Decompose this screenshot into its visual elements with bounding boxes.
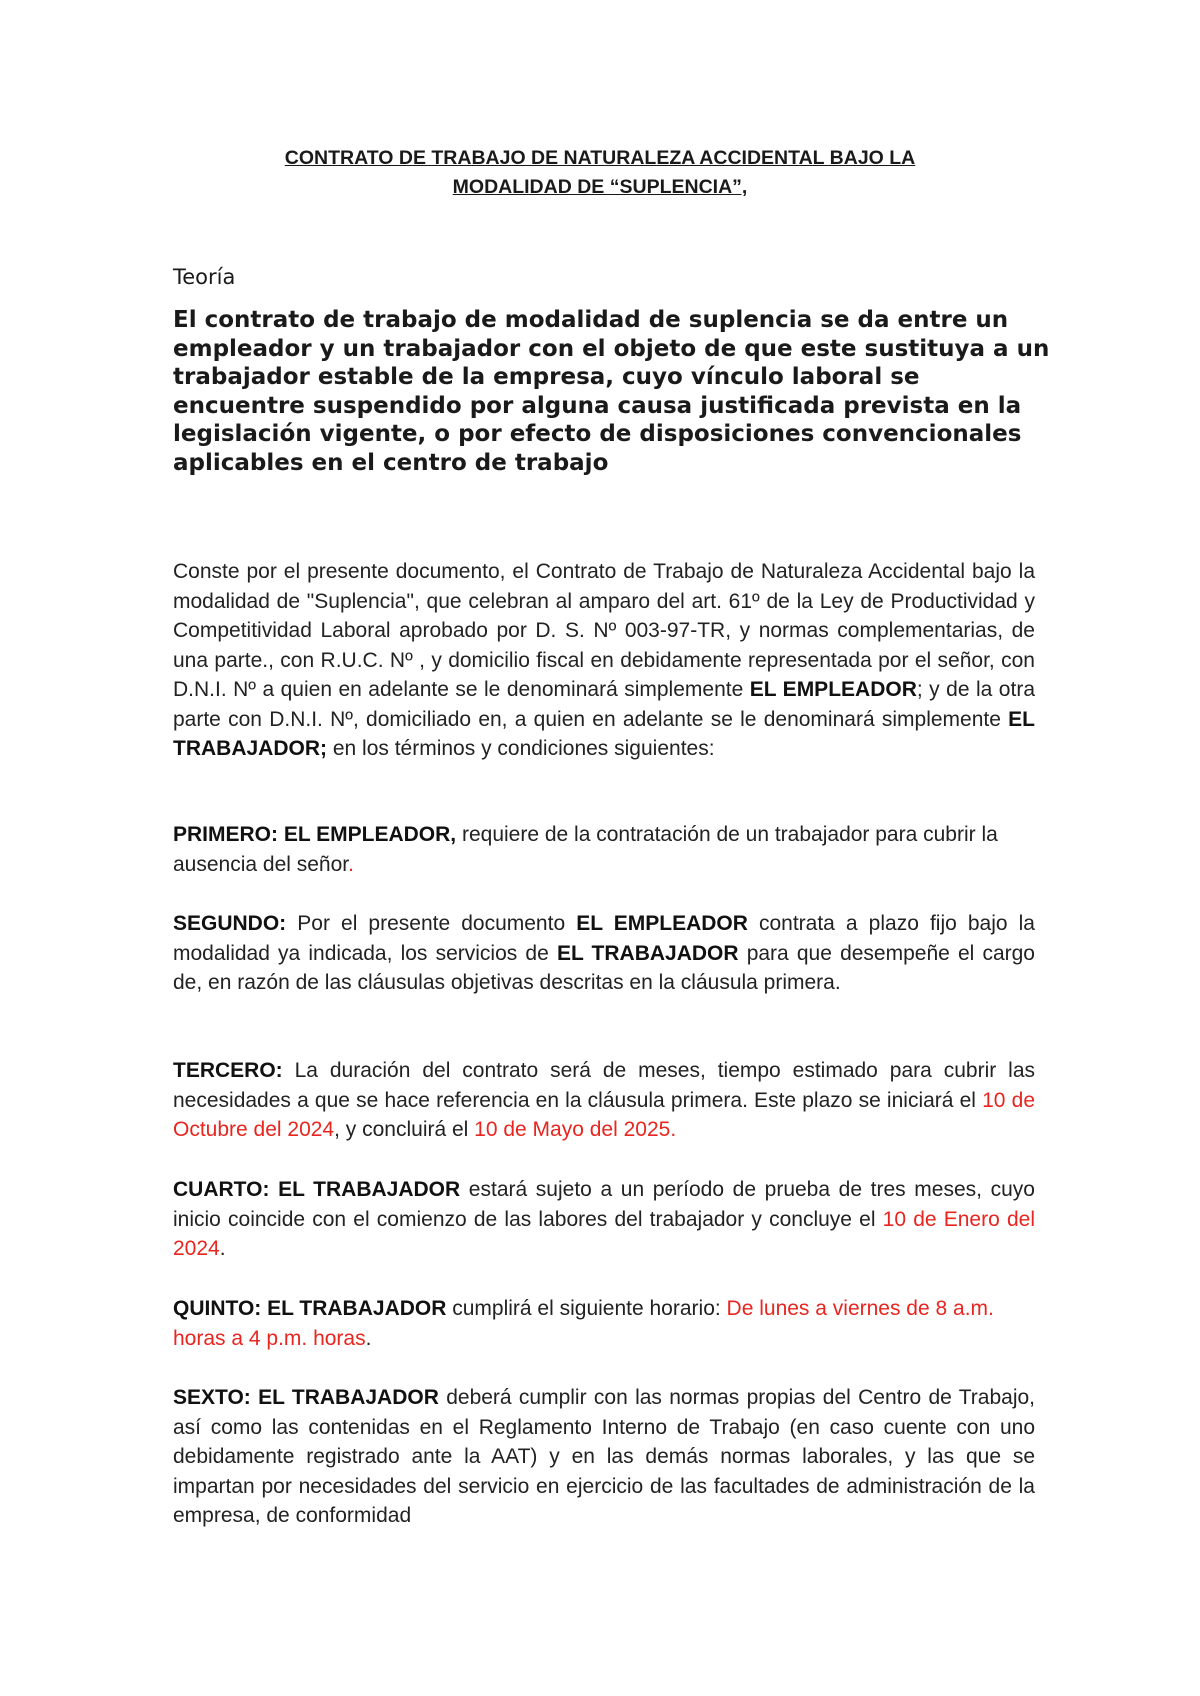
intro-bold-empleador: EL EMPLEADOR (749, 678, 917, 701)
primero-heading: PRIMERO: EL EMPLEADOR, (173, 823, 457, 846)
title-line-2: MODALIDAD DE “SUPLENCIA”, (452, 176, 748, 198)
tercero-heading: TERCERO: (173, 1059, 283, 1082)
intro-paragraph (173, 557, 1035, 764)
intro-text-3: en los términos y condiciones siguientes: (327, 737, 715, 760)
clause-primero (173, 820, 1035, 879)
tercero-start-date: 10 de Octubre del 2024 (173, 1088, 1035, 1141)
clause-sexto (173, 1383, 1035, 1531)
intro-text-1: Conste por el presente documento, el Contrato de Trabajo de Naturaleza Accidental bajo la modalidad de "Suplencia", que celebran al amparo del art. 61º de la Ley de Productividad y Competitividad Laboral aprobado por D. S. Nº 003-97-TR, y normas complementarias, de una parte., con R.U.C. Nº , y domicilio fiscal en debidamente representada por el señor, con D.N.I. Nº a quien en adelante se le denominará simplemente (173, 560, 1035, 701)
segundo-text-1: Por el presente documento (286, 912, 577, 935)
tercero-red-period: . (670, 1118, 677, 1141)
intro-text-2: ; y de la otra parte con D.N.I. Nº, domiciliado en, a quien en adelante se le denominará simplemente (173, 678, 1035, 731)
clause-tercero (173, 1056, 1035, 1145)
sexto-heading: SEXTO: EL TRABAJADOR (173, 1386, 439, 1409)
primero-text: requiere de la contratación de un trabajador para cubrir la ausencia del señor (173, 823, 998, 876)
title-line-1: CONTRATO DE TRABAJO DE NATURALEZA ACCIDENTAL BAJO LA (284, 147, 916, 169)
clause-quinto (173, 1294, 1035, 1353)
segundo-bold-empleador: EL EMPLEADOR (576, 912, 748, 935)
quinto-text-1: cumplirá el siguiente horario: (446, 1297, 727, 1320)
primero-red-period: . (348, 852, 354, 876)
sexto-text-1: deberá cumplir con las normas propias del Centro de Trabajo, así como las contenidas en el Reglamento Interno de Trabajo (en caso cuente con uno debidamente registrado ante la AAT) y en las demás normas laborales, y las que se impartan por necesidades del servicio en ejercicio de las facultades de administración de la empresa, de conformidad (173, 1386, 1035, 1527)
clause-segundo (173, 909, 1035, 998)
segundo-bold-trabajador: EL TRABAJADOR (556, 941, 739, 965)
cuarto-text-2: . (219, 1237, 226, 1260)
cuarto-text-1: estará sujeto a un período de prueba de tres meses, cuyo inicio coincide con el comienzo de las labores del trabajador y concluye el (173, 1178, 1035, 1231)
tercero-text-1: La duración del contrato será de meses, tiempo estimado para cubrir las necesidades a que se hace referencia en la cláusula primera. Este plazo se iniciará el (173, 1059, 1035, 1112)
cuarto-heading: CUARTO: EL TRABAJADOR (173, 1178, 461, 1201)
quinto-text-2: . (365, 1326, 372, 1350)
quinto-heading: QUINTO: EL TRABAJADOR (173, 1297, 447, 1320)
teoria-heading: Teoría (173, 265, 236, 289)
teoria-paragraph: El contrato de trabajo de modalidad de suplencia se da entre un empleador y un trabajador con el objeto de que este sustituya a un trabajador estable de la empresa, cuyo vínculo laboral se encuentre suspendido por alguna causa justificada prevista en la legislación vigente, o por efecto de disposiciones convencionales aplicables en el centro de trabajo (173, 307, 1050, 476)
clause-cuarto (173, 1175, 1035, 1264)
segundo-heading: SEGUNDO: (173, 912, 287, 935)
segundo-text-2: contrata a plazo fijo bajo la modalidad ya indicada, los servicios de (173, 912, 1035, 965)
segundo-text-3: para que desempeñe el cargo de, en razón de las cláusulas objetivas descritas en la cláusula primera. (173, 941, 1035, 994)
quinto-schedule: De lunes a viernes de 8 a.m. horas a 4 p.m. horas (173, 1297, 994, 1350)
cuarto-date: 10 de Enero del 2024 (173, 1207, 1035, 1260)
document-title (150, 144, 1050, 202)
tercero-text-2: , y concluirá el (334, 1118, 475, 1141)
intro-bold-trabajador: EL TRABAJADOR; (173, 707, 1035, 760)
tercero-end-date: 10 de Mayo del 2025 (474, 1118, 671, 1141)
